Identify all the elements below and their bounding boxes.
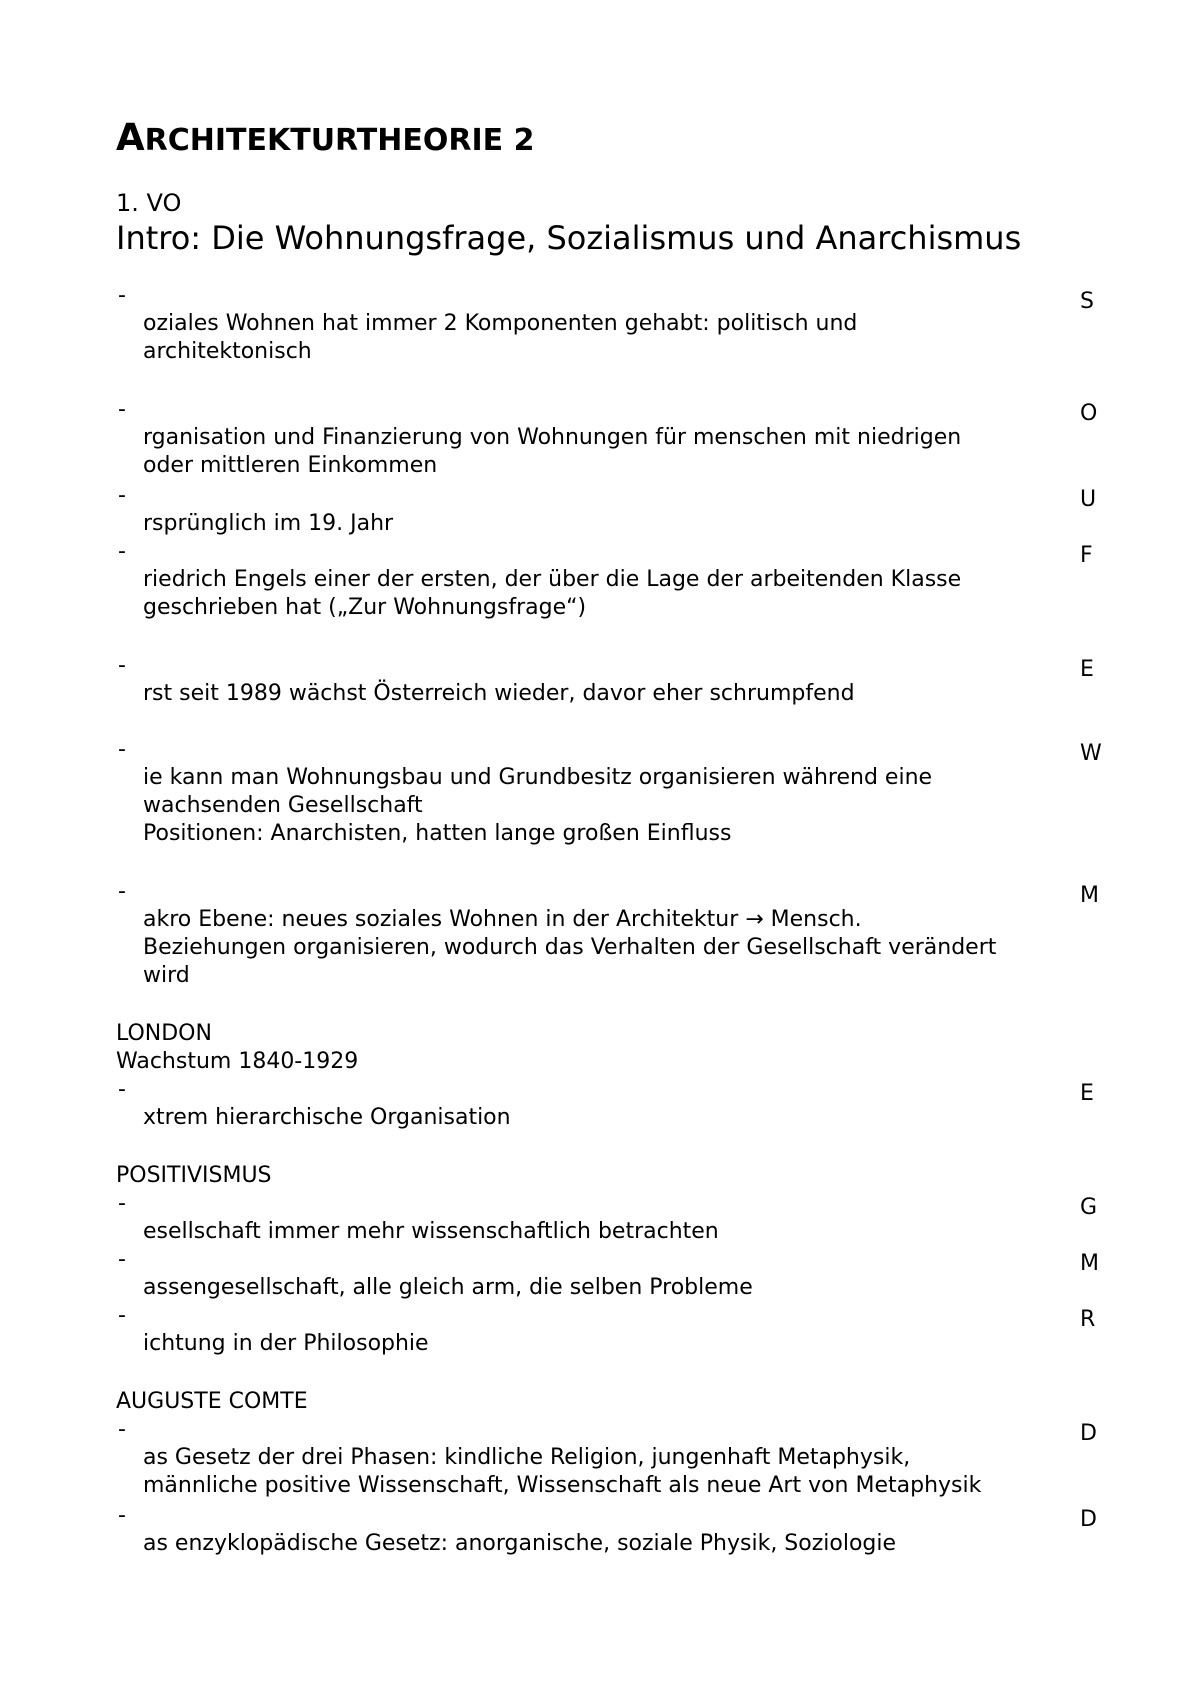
bullet-line: assengesellschaft, alle gleich arm, die selben Probleme bbox=[143, 1275, 753, 1300]
bullet-dash: - bbox=[118, 653, 126, 678]
bullet-line: rst seit 1989 wächst Österreich wieder, davor eher schrumpfend bbox=[143, 681, 855, 706]
bullet-initial-letter: D bbox=[1080, 1507, 1097, 1532]
bullet-line: esellschaft immer mehr wissenschaftlich betrachten bbox=[143, 1219, 719, 1244]
lecture-title: Intro: Die Wohnungsfrage, Sozialismus und Anarchismus bbox=[116, 219, 1022, 257]
bullet-dash: - bbox=[118, 1417, 126, 1442]
bullet-dash: - bbox=[118, 1191, 126, 1216]
bullet-initial-letter: O bbox=[1080, 401, 1098, 426]
bullet-dash: - bbox=[118, 1247, 126, 1272]
section-subheading-london: Wachstum 1840-1929 bbox=[116, 1049, 359, 1074]
bullet-initial-letter: M bbox=[1080, 883, 1099, 908]
bullet-initial-letter: S bbox=[1080, 289, 1094, 314]
bullet-dash: - bbox=[118, 283, 126, 308]
bullet-line: männliche positive Wissenschaft, Wissenschaft als neue Art von Metaphysik bbox=[143, 1473, 982, 1498]
bullet-line: oder mittleren Einkommen bbox=[143, 453, 438, 478]
section-heading-london: LONDON bbox=[116, 1021, 212, 1046]
bullet-initial-letter: D bbox=[1080, 1421, 1097, 1446]
bullet-line: rsprünglich im 19. Jahr bbox=[143, 511, 394, 536]
bullet-dash: - bbox=[118, 737, 126, 762]
bullet-line: architektonisch bbox=[143, 339, 312, 364]
bullet-dash: - bbox=[118, 397, 126, 422]
document-title bbox=[116, 118, 534, 161]
bullet-line: as Gesetz der drei Phasen: kindliche Religion, jungenhaft Metaphysik, bbox=[143, 1445, 911, 1470]
bullet-dash: - bbox=[118, 1303, 126, 1328]
bullet-initial-letter: U bbox=[1080, 487, 1097, 512]
bullet-dash: - bbox=[118, 483, 126, 508]
bullet-dash: - bbox=[118, 1077, 126, 1102]
bullet-line: rganisation und Finanzierung von Wohnungen für menschen mit niedrigen bbox=[143, 425, 962, 450]
bullet-initial-letter: M bbox=[1080, 1251, 1099, 1276]
bullet-line: as enzyklopädische Gesetz: anorganische, soziale Physik, Soziologie bbox=[143, 1531, 897, 1556]
bullet-initial-letter: F bbox=[1080, 543, 1093, 568]
section-heading-positivismus: POSITIVISMUS bbox=[116, 1163, 272, 1188]
bullet-line: wird bbox=[143, 963, 190, 988]
lecture-number: 1. VO bbox=[116, 189, 182, 217]
bullet-line: geschrieben hat („Zur Wohnungsfrage“) bbox=[143, 595, 587, 620]
bullet-initial-letter: E bbox=[1080, 657, 1094, 682]
bullet-initial-letter: E bbox=[1080, 1081, 1094, 1106]
bullet-dash: - bbox=[118, 539, 126, 564]
section-heading-comte: AUGUSTE COMTE bbox=[116, 1389, 308, 1414]
bullet-initial-letter: G bbox=[1080, 1195, 1098, 1220]
bullet-line: ichtung in der Philosophie bbox=[143, 1331, 429, 1356]
bullet-initial-letter: W bbox=[1080, 741, 1102, 766]
bullet-line: ie kann man Wohnungsbau und Grundbesitz organisieren während eine bbox=[143, 765, 933, 790]
bullet-line: xtrem hierarchische Organisation bbox=[143, 1105, 511, 1130]
bullet-line: riedrich Engels einer der ersten, der über die Lage der arbeitenden Klasse bbox=[143, 567, 962, 592]
title-rest: RCHITEKTURTHEORIE 2 bbox=[144, 123, 535, 158]
bullet-line: Positionen: Anarchisten, hatten lange großen Einfluss bbox=[143, 821, 732, 846]
bullet-dash: - bbox=[118, 879, 126, 904]
bullet-initial-letter: R bbox=[1080, 1307, 1096, 1332]
bullet-dash: - bbox=[118, 1503, 126, 1528]
bullet-line: akro Ebene: neues soziales Wohnen in der Architektur → Mensch. bbox=[143, 907, 862, 932]
bullet-line: oziales Wohnen hat immer 2 Komponenten gehabt: politisch und bbox=[143, 311, 858, 336]
bullet-line: Beziehungen organisieren, wodurch das Verhalten der Gesellschaft verändert bbox=[143, 935, 997, 960]
bullet-line: wachsenden Gesellschaft bbox=[143, 793, 423, 818]
title-initial: A bbox=[116, 116, 145, 159]
